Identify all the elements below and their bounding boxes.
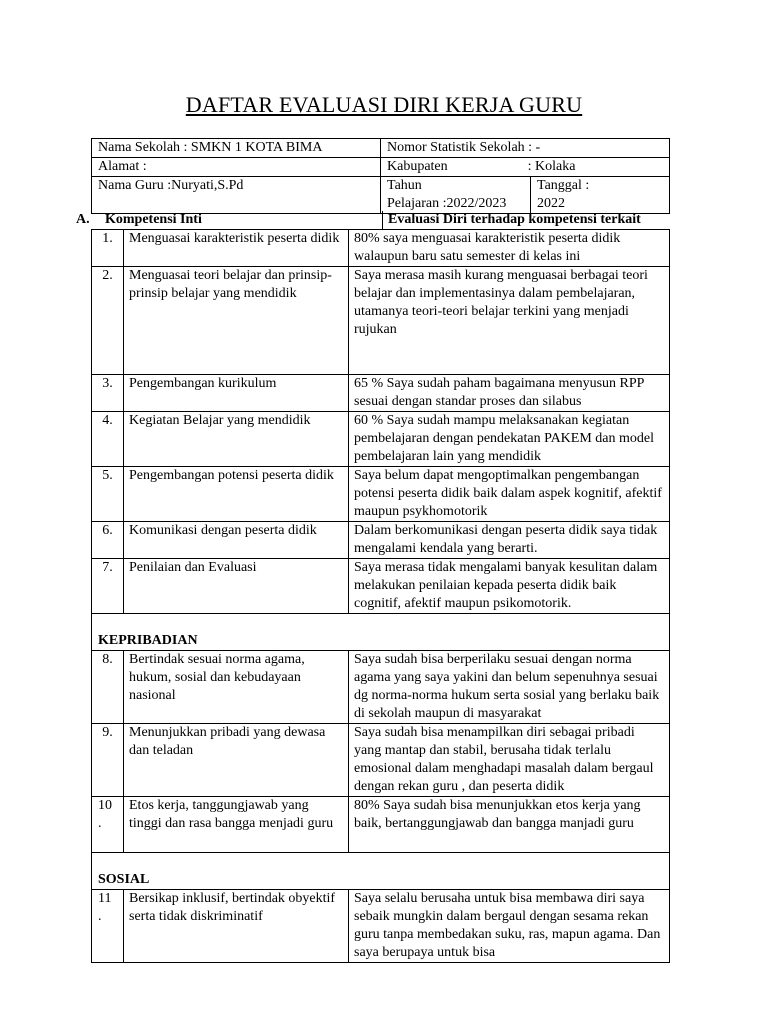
- table-row: [92, 559, 670, 614]
- evaluation-cell: 80% saya menguasai karakteristik peserta didik walaupun baru satu semester di kelas ini: [349, 230, 670, 267]
- competency-cell: Menguasai karakteristik peserta didik: [124, 230, 349, 267]
- competency-cell: Menguasai teori belajar dan prinsip-prinsip belajar yang mendidik: [124, 267, 349, 375]
- academic-year-label: Tahun: [387, 178, 422, 193]
- date: [531, 177, 670, 214]
- section-row-kepribadian: [92, 614, 670, 651]
- section-sosial-label: SOSIAL: [92, 853, 670, 890]
- competency-cell: Komunikasi dengan peserta didik: [124, 522, 349, 559]
- evaluation-cell: Saya merasa masih kurang menguasai berbagai teori belajar dan implementasinya dalam pembelajaran, utamanya teori-teori belajar terkini yang menjadi rujukan: [349, 267, 670, 375]
- table-row: [92, 651, 670, 724]
- evaluation-cell: Saya sudah bisa berperilaku sesuai dengan norma agama yang saya yakini dan belum sepenuhnya sesuai dg norma-norma hukum serta sosial yang berlaku baik di sekolah maupun di masyarakat: [349, 651, 670, 724]
- competency-cell: Bertindak sesuai norma agama, hukum, sosial dan kebudayaan nasional: [124, 651, 349, 724]
- competency-cell: Menunjukkan pribadi yang dewasa dan teladan: [124, 724, 349, 797]
- evaluation-cell: Saya merasa tidak mengalami banyak kesulitan dalam melakukan penilaian kepada peserta didik baik cognitif, afektif maupun psikomotorik.: [349, 559, 670, 614]
- table-row: [92, 375, 670, 412]
- row-number: 4.: [92, 412, 124, 467]
- evaluation-cell: Saya selalu berusaha untuk bisa membawa diri saya sebaik mungkin dalam bergaul dengan sesama rekan guru tanpa membedakan suku, ras, mapun agama. Dan saya berupaya untuk bisa: [349, 890, 670, 963]
- evaluation-cell: 60 % Saya sudah mampu melaksanakan kegiatan pembelajaran dengan pendekatan PAKEM dan model pembelajaran lain yang mendidik: [349, 412, 670, 467]
- row-number: 1.: [92, 230, 124, 267]
- row-number: 7.: [92, 559, 124, 614]
- row-number: 8.: [92, 651, 124, 724]
- regency-label: Kabupaten: [387, 159, 448, 174]
- evaluation-cell: Dalam berkomunikasi dengan peserta didik saya tidak mengalami kendala yang berarti.: [349, 522, 670, 559]
- table-row: [92, 890, 670, 963]
- competency-cell: Etos kerja, tanggungjawab yang tinggi dan rasa bangga menjadi guru: [124, 797, 349, 853]
- table-row: [92, 724, 670, 797]
- section-kepribadian-label: KEPRIBADIAN: [92, 614, 670, 651]
- academic-year: [381, 177, 531, 214]
- competency-cell: Pengembangan kurikulum: [124, 375, 349, 412]
- table-row: [92, 230, 670, 267]
- school-name: Nama Sekolah : SMKN 1 KOTA BIMA: [92, 139, 381, 158]
- table-row: [92, 797, 670, 853]
- evaluation-cell: 80% Saya sudah bisa menunjukkan etos kerja yang baik, bertanggungjawab dan bangga manjadi guru: [349, 797, 670, 853]
- regency: [381, 158, 670, 177]
- evaluation-cell: 65 % Saya sudah paham bagaimana menyusun RPP sesuai dengan standar proses dan silabus: [349, 375, 670, 412]
- address: Alamat :: [92, 158, 381, 177]
- row-number: 9.: [92, 724, 124, 797]
- row-number: 10 .: [92, 797, 124, 853]
- row-number: 5.: [92, 467, 124, 522]
- regency-value: : Kolaka: [527, 159, 576, 174]
- section-row-sosial: [92, 853, 670, 890]
- date-label: Tanggal :: [537, 178, 590, 193]
- school-statistic-number: Nomor Statistik Sekolah : -: [381, 139, 670, 158]
- row-number: 3.: [92, 375, 124, 412]
- row-number: 6.: [92, 522, 124, 559]
- evaluation-cell: Saya belum dapat mengoptimalkan pengembangan potensi peserta didik baik dalam aspek kognitif, afektif maupun psykhomotorik: [349, 467, 670, 522]
- academic-year-value: Pelajaran :2022/2023: [387, 196, 507, 211]
- competency-cell: Kegiatan Belajar yang mendidik: [124, 412, 349, 467]
- row-number: 2.: [92, 267, 124, 375]
- core-competency-heading: Kompetensi Inti: [105, 212, 202, 227]
- competency-cell: Bersikap inklusif, bertindak obyektif serta tidak diskriminatif: [124, 890, 349, 963]
- competency-cell: Pengembangan potensi peserta didik: [124, 467, 349, 522]
- section-a-heading: [76, 211, 669, 229]
- document-title: DAFTAR EVALUASI DIRI KERJA GURU: [185, 92, 583, 117]
- table-row: [92, 467, 670, 522]
- heading-divider: [382, 211, 383, 229]
- competency-cell: Penilaian dan Evaluasi: [124, 559, 349, 614]
- evaluation-table: [91, 229, 670, 963]
- row-number: 11 .: [92, 890, 124, 963]
- school-info-table: [91, 138, 670, 214]
- table-row: [92, 267, 670, 375]
- teacher-name: Nama Guru :Nuryati,S.Pd: [92, 177, 381, 214]
- section-a-label: A.: [76, 212, 90, 227]
- date-value: 2022: [537, 196, 565, 211]
- self-evaluation-heading: Evaluasi Diri terhadap kompetensi terkait: [388, 212, 641, 227]
- table-row: [92, 522, 670, 559]
- evaluation-cell: Saya sudah bisa menampilkan diri sebagai pribadi yang mantap dan stabil, berusaha tidak terlalu emosional dalam menghadapi masalah dalam bergaul dengan rekan guru , dan peserta didik: [349, 724, 670, 797]
- table-row: [92, 412, 670, 467]
